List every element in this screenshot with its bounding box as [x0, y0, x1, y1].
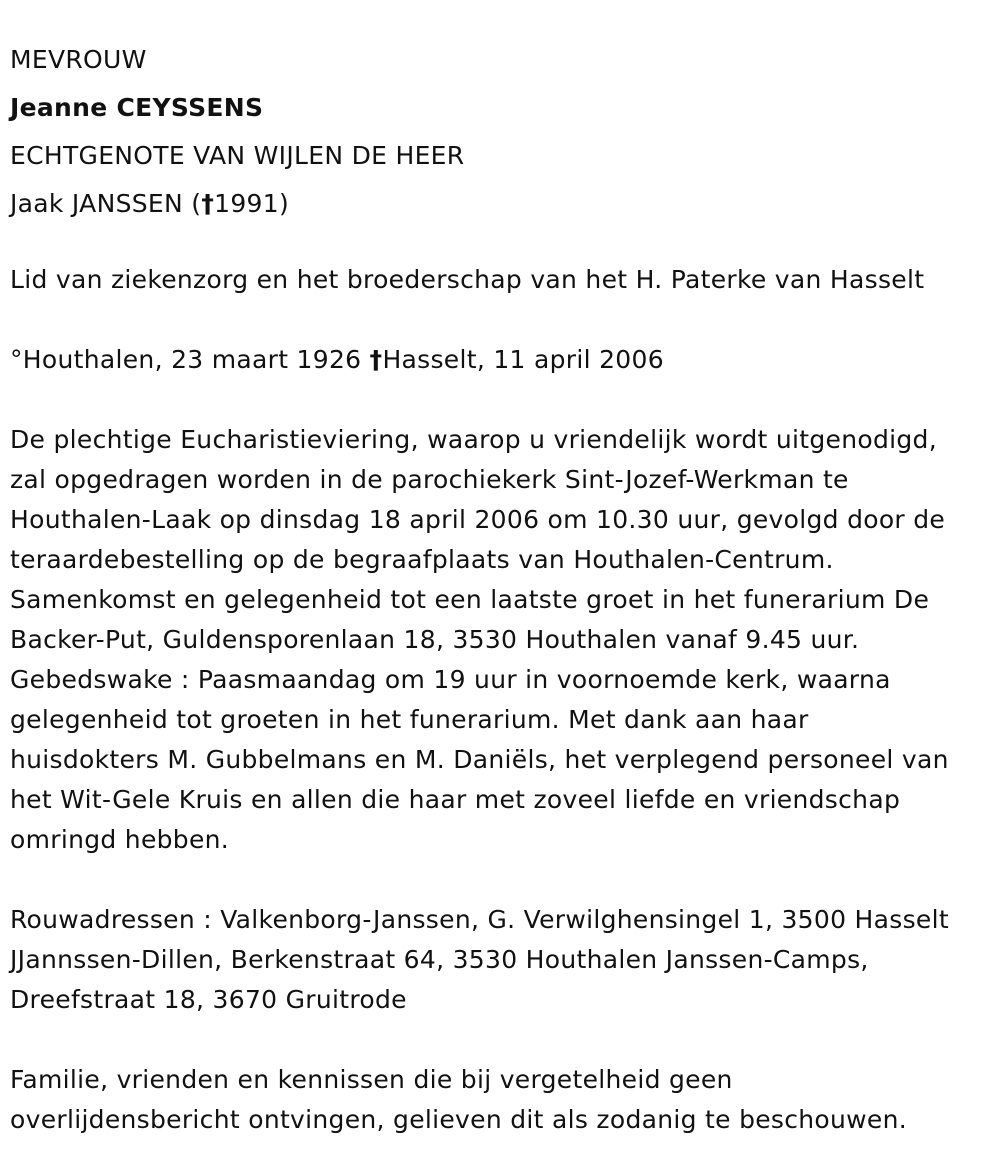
- spouse-name: Jaak JANSSEN (: [10, 189, 202, 218]
- ceremony-line: Backer-Put, Guldensporenlaan 18, 3530 Houthalen vanaf 9.45 uur.: [10, 625, 860, 654]
- header-block: [10, 36, 990, 228]
- death-info: Hasselt, 11 april 2006: [382, 345, 664, 374]
- cross-icon: †: [369, 345, 383, 374]
- address-line: Dreefstraat 18, 3670 Gruitrode: [10, 985, 407, 1014]
- closing-line: Familie, vrienden en kennissen die bij vergetelheid geen: [10, 1065, 733, 1094]
- title-line: MEVROUW: [10, 45, 147, 74]
- spouse-death-year: 1991): [214, 189, 290, 218]
- ceremony-line: Samenkomst en gelegenheid tot een laatste groet in het funerarium De: [10, 585, 930, 614]
- deceased-name: Jeanne CEYSSENS: [10, 93, 264, 122]
- relation-line: ECHTGENOTE VAN WIJLEN DE HEER: [10, 141, 465, 170]
- dates-paragraph: [10, 340, 990, 380]
- ceremony-line: het Wit-Gele Kruis en allen die haar met zoveel liefde en vriendschap: [10, 785, 901, 814]
- ceremony-line: gelegenheid tot groeten in het funerarium. Met dank aan haar: [10, 705, 809, 734]
- ceremony-line: Houthalen-Laak op dinsdag 18 april 2006 om 10.30 uur, gevolgd door de: [10, 505, 946, 534]
- ceremony-line: teraardebestelling op de begraafplaats van Houthalen-Centrum.: [10, 545, 834, 574]
- birth-info: °Houthalen, 23 maart 1926: [10, 345, 370, 374]
- closing-paragraph: [10, 1060, 990, 1140]
- ceremony-line: De plechtige Eucharistieviering, waarop u vriendelijk wordt uitgenodigd,: [10, 425, 937, 454]
- ceremony-line: Gebedswake : Paasmaandag om 19 uur in voornoemde kerk, waarna: [10, 665, 891, 694]
- address-line: JJannssen-Dillen, Berkenstraat 64, 3530 Houthalen Janssen-Camps,: [10, 945, 869, 974]
- dates-line: [10, 340, 990, 380]
- ceremony-line: zal opgedragen worden in de parochiekerk Sint-Jozef-Werkman te: [10, 465, 849, 494]
- membership-text: Lid van ziekenzorg en het broederschap van het H. Paterke van Hasselt: [10, 265, 925, 294]
- cross-icon: †: [201, 189, 215, 218]
- ceremony-line: omringd hebben.: [10, 825, 230, 854]
- addresses-paragraph: [10, 900, 990, 1020]
- ceremony-line: huisdokters M. Gubbelmans en M. Daniëls, het verplegend personeel van: [10, 745, 949, 774]
- spouse-line: [10, 180, 990, 228]
- address-line: Rouwadressen : Valkenborg-Janssen, G. Verwilghensingel 1, 3500 Hasselt: [10, 905, 949, 934]
- obituary-notice: [10, 36, 990, 1140]
- closing-line: overlijdensbericht ontvingen, gelieven dit als zodanig te beschouwen.: [10, 1105, 907, 1134]
- membership-paragraph: [10, 260, 990, 300]
- ceremony-paragraph: [10, 420, 990, 860]
